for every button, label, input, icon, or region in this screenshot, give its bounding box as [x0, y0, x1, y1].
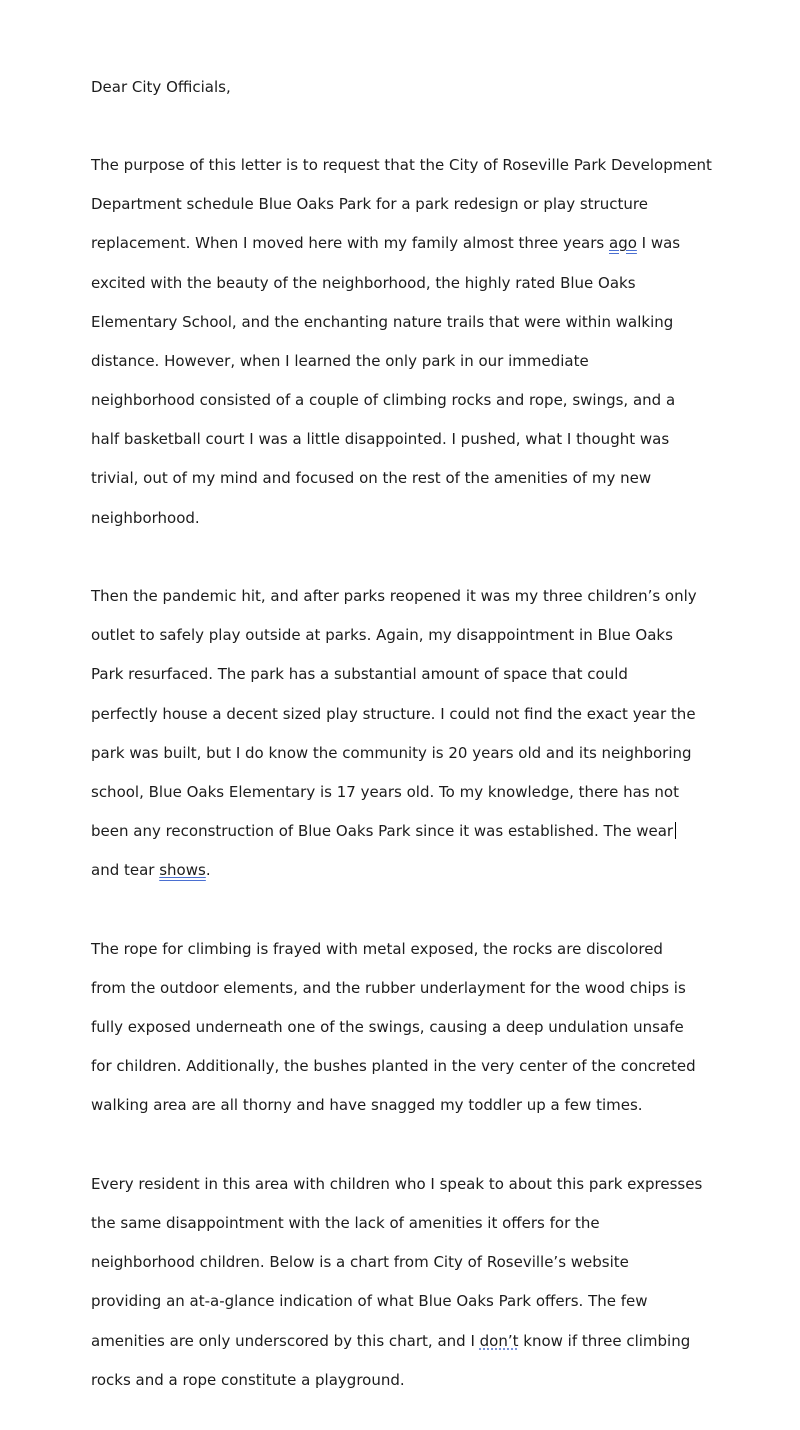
- proofing-flagged-word[interactable]: shows: [159, 861, 206, 880]
- salutation-text: Dear City Officials,: [91, 77, 231, 96]
- text-run: know if three climbing: [518, 1331, 691, 1350]
- paragraph-line: perfectly house a decent sized play structure. I could not find the exact year the: [91, 704, 696, 723]
- text-run: replacement. When I moved here with my family almost three years: [91, 234, 609, 253]
- paragraph-line: neighborhood consisted of a couple of climbing rocks and rope, swings, and a: [91, 391, 676, 410]
- paragraph-line: from the outdoor elements, and the rubber underlayment for the wood chips is: [91, 978, 686, 997]
- text-run: and tear: [91, 861, 160, 880]
- paragraph-line: [91, 1332, 731, 1352]
- paragraph-line: neighborhood.: [91, 508, 200, 527]
- paragraph-line: park was built, but I do know the community is 20 years old and its neighboring: [91, 743, 692, 762]
- paragraph-2: [91, 567, 731, 900]
- paragraph-line: Park resurfaced. The park has a substantial amount of space that could: [91, 665, 628, 684]
- paragraph-4: [91, 1155, 731, 1410]
- paragraph-line: for children. Additionally, the bushes planted in the very center of the concreted: [91, 1057, 696, 1076]
- paragraph-line: rocks and a rope constitute a playground.: [91, 1370, 405, 1389]
- paragraph-line: providing an at-a-glance indication of what Blue Oaks Park offers. The few: [91, 1292, 648, 1311]
- document-body[interactable]: [91, 58, 731, 1430]
- paragraph-line: The purpose of this letter is to request that the City of Roseville Park Development: [91, 155, 712, 174]
- paragraph-line: the same disappointment with the lack of amenities it offers for the: [91, 1214, 600, 1233]
- paragraph-line: [91, 234, 731, 254]
- text-cursor: [675, 822, 676, 839]
- text-run: been any reconstruction of Blue Oaks Park since it was established. The wear: [91, 822, 674, 841]
- paragraph-line: [91, 861, 731, 881]
- paragraph-line: [91, 822, 731, 842]
- paragraph-line: Then the pandemic hit, and after parks reopened it was my three children’s only: [91, 587, 697, 606]
- paragraph-line: fully exposed underneath one of the swings, causing a deep undulation unsafe: [91, 1018, 684, 1037]
- paragraph-line: half basketball court I was a little disappointed. I pushed, what I thought was: [91, 430, 670, 449]
- paragraph-line: outlet to safely play outside at parks. Again, my disappointment in Blue Oaks: [91, 626, 673, 645]
- paragraph-1: [91, 136, 731, 547]
- paragraph-line: Every resident in this area with children who I speak to about this park expresses: [91, 1174, 703, 1193]
- paragraph-3: [91, 920, 731, 1136]
- proofing-flagged-word[interactable]: ago: [609, 234, 637, 253]
- text-run: .: [205, 861, 211, 880]
- paragraph-line: distance. However, when I learned the only park in our immediate: [91, 351, 589, 370]
- paragraph-line: excited with the beauty of the neighborhood, the highly rated Blue Oaks: [91, 273, 636, 292]
- paragraph-line: neighborhood children. Below is a chart from City of Roseville’s website: [91, 1253, 629, 1272]
- paragraph-line: The rope for climbing is frayed with metal exposed, the rocks are discolored: [91, 939, 663, 958]
- text-run: I was: [636, 234, 681, 253]
- text-run: amenities are only underscored by this chart, and I: [91, 1331, 480, 1350]
- paragraph-line: walking area are all thorny and have snagged my toddler up a few times.: [91, 1096, 643, 1115]
- paragraph-line: Elementary School, and the enchanting nature trails that were within walking: [91, 312, 674, 331]
- proofing-flagged-word[interactable]: don’t: [479, 1331, 519, 1350]
- salutation: [91, 58, 731, 117]
- paragraph-line: school, Blue Oaks Elementary is 17 years old. To my knowledge, there has not: [91, 782, 679, 801]
- paragraph-line: trivial, out of my mind and focused on the rest of the amenities of my new: [91, 469, 652, 488]
- paragraph-line: Department schedule Blue Oaks Park for a park redesign or play structure: [91, 195, 648, 214]
